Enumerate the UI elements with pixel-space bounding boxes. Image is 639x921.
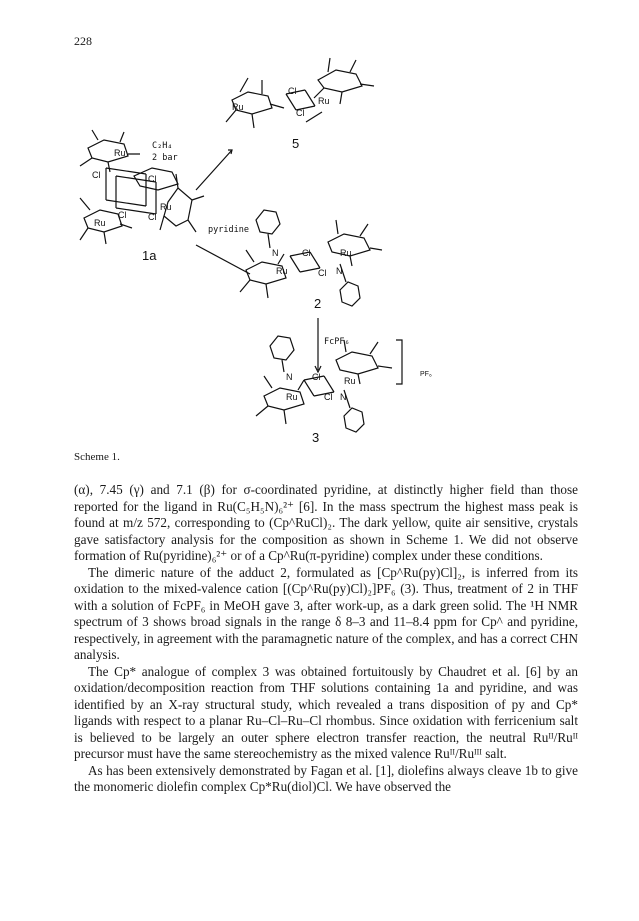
paragraph-2: The dimeric nature of the adduct 2, formulated as [Cp^Ru(py)Cl]₂, is inferred from its oxidation to the mixed-valence cation [(Cp^Ru(py)Cl)₂]PF₆ (3). Thus, treatment of 2 in THF with a solution of FcPF₆ in MeOH gave 3, after work-up, as a dark green solid. The ¹H NMR spectrum of 3 shows broad signals in the range δ 8–3 and 11–8.4 ppm for Cp^ and pyridine, respectively, in agreement with the paramagnetic nature of the complex, and has a correct CHN analysis. <box>74 564 578 662</box>
label-ru-2a: Ru <box>276 266 288 276</box>
scheme-1-drawing <box>0 50 639 460</box>
label-ru-2b: Ru <box>340 248 352 258</box>
reagent-oxidant: FcPF₆ <box>324 337 350 347</box>
label-cl-5a: Cl <box>288 86 297 96</box>
label-cl-3a: Cl <box>312 372 321 382</box>
compound-label-5: 5 <box>292 136 300 151</box>
paragraph-4: As has been extensively demonstrated by Fagan et al. [1], diolefins always cleave 1b to give the monomeric diolefin complex Cp*Ru(diol)Cl. We have observed the <box>74 762 578 794</box>
label-cl-2b: Cl <box>318 268 327 278</box>
label-cl-1a-d: Cl <box>148 212 157 222</box>
counter-ion-label: PF₆ <box>420 371 432 378</box>
label-ru-1a-a: Ru <box>114 148 126 158</box>
reagent-ethylene: C₂H₄ <box>152 141 173 151</box>
compound-2-structure <box>240 210 382 306</box>
paragraph-3: The Cp* analogue of complex 3 was obtained fortuitously by Chaudret et al. [6] by an oxidation/decomposition reaction from THF solutions containing 1a and pyridine, and was identified by an X-ray structural study, which revealed a trans disposition of py and Cp* ligands with respect to a planar Ru–Cl–Ru–Cl rhombus. Since oxidation with ferricenium salt is believed to be largely an outer sphere electron transfer reaction, the neutral Ruᴵᴵ/Ruᴵᴵ precursor must have the same stereochemistry as the mixed valence Ruᴵᴵ/Ruᴵᴵᴵ salt. <box>74 663 578 761</box>
compound-label-2: 2 <box>314 296 322 311</box>
label-cl-2a: Cl <box>302 248 311 258</box>
label-ru-1a-c: Ru <box>160 202 172 212</box>
body-text <box>74 482 578 796</box>
page-number: 228 <box>74 34 92 48</box>
label-n-2a: N <box>272 248 279 258</box>
label-ru-1a-b: Ru <box>94 218 106 228</box>
label-n-3a: N <box>286 372 293 382</box>
cation-bracket <box>396 340 402 384</box>
label-n-3b: N <box>340 392 347 402</box>
label-n-2b: N <box>336 266 343 276</box>
label-ru-3a: Ru <box>286 392 298 402</box>
scheme-caption: Scheme 1. <box>74 451 120 463</box>
reagent-pyridine: pyridine <box>208 225 249 235</box>
reaction-arrow-pyridine <box>196 245 250 274</box>
scheme-labels <box>92 86 432 445</box>
paragraph-1: (α), 7.45 (γ) and 7.1 (β) for σ-coordinated pyridine, at distinctly higher field than those reported for the ligand in Ru(C₅H₅N)₆²⁺ [6]. In the mass spectrum the highest mass peak is found at m/z 572, corresponding to (Cp^RuCl)₂. The dark yellow, quite air sensitive, crystals gave satisfactory analysis for the composition as shown in Scheme 1. We did not observe formation of Ru(pyridine)₆²⁺ or of a Cp^Ru(π-pyridine) complex under these conditions. <box>74 482 578 563</box>
compound-3-structure <box>256 336 402 432</box>
reagent-pressure: 2 bar <box>152 153 178 163</box>
compound-label-3: 3 <box>312 430 320 445</box>
reaction-arrow-ethylene <box>196 150 232 190</box>
label-cl-3b: Cl <box>324 392 333 402</box>
label-ru-5b: Ru <box>318 96 330 106</box>
compound-label-1a: 1a <box>142 248 157 263</box>
label-cl-1a-a: Cl <box>92 170 101 180</box>
label-cl-1a-b: Cl <box>148 174 157 184</box>
label-cl-1a-c: Cl <box>118 210 127 220</box>
label-ru-5a: Ru <box>232 102 244 112</box>
label-cl-5b: Cl <box>296 108 305 118</box>
label-ru-3b: Ru <box>344 376 356 386</box>
scheme-1-figure <box>0 50 639 460</box>
